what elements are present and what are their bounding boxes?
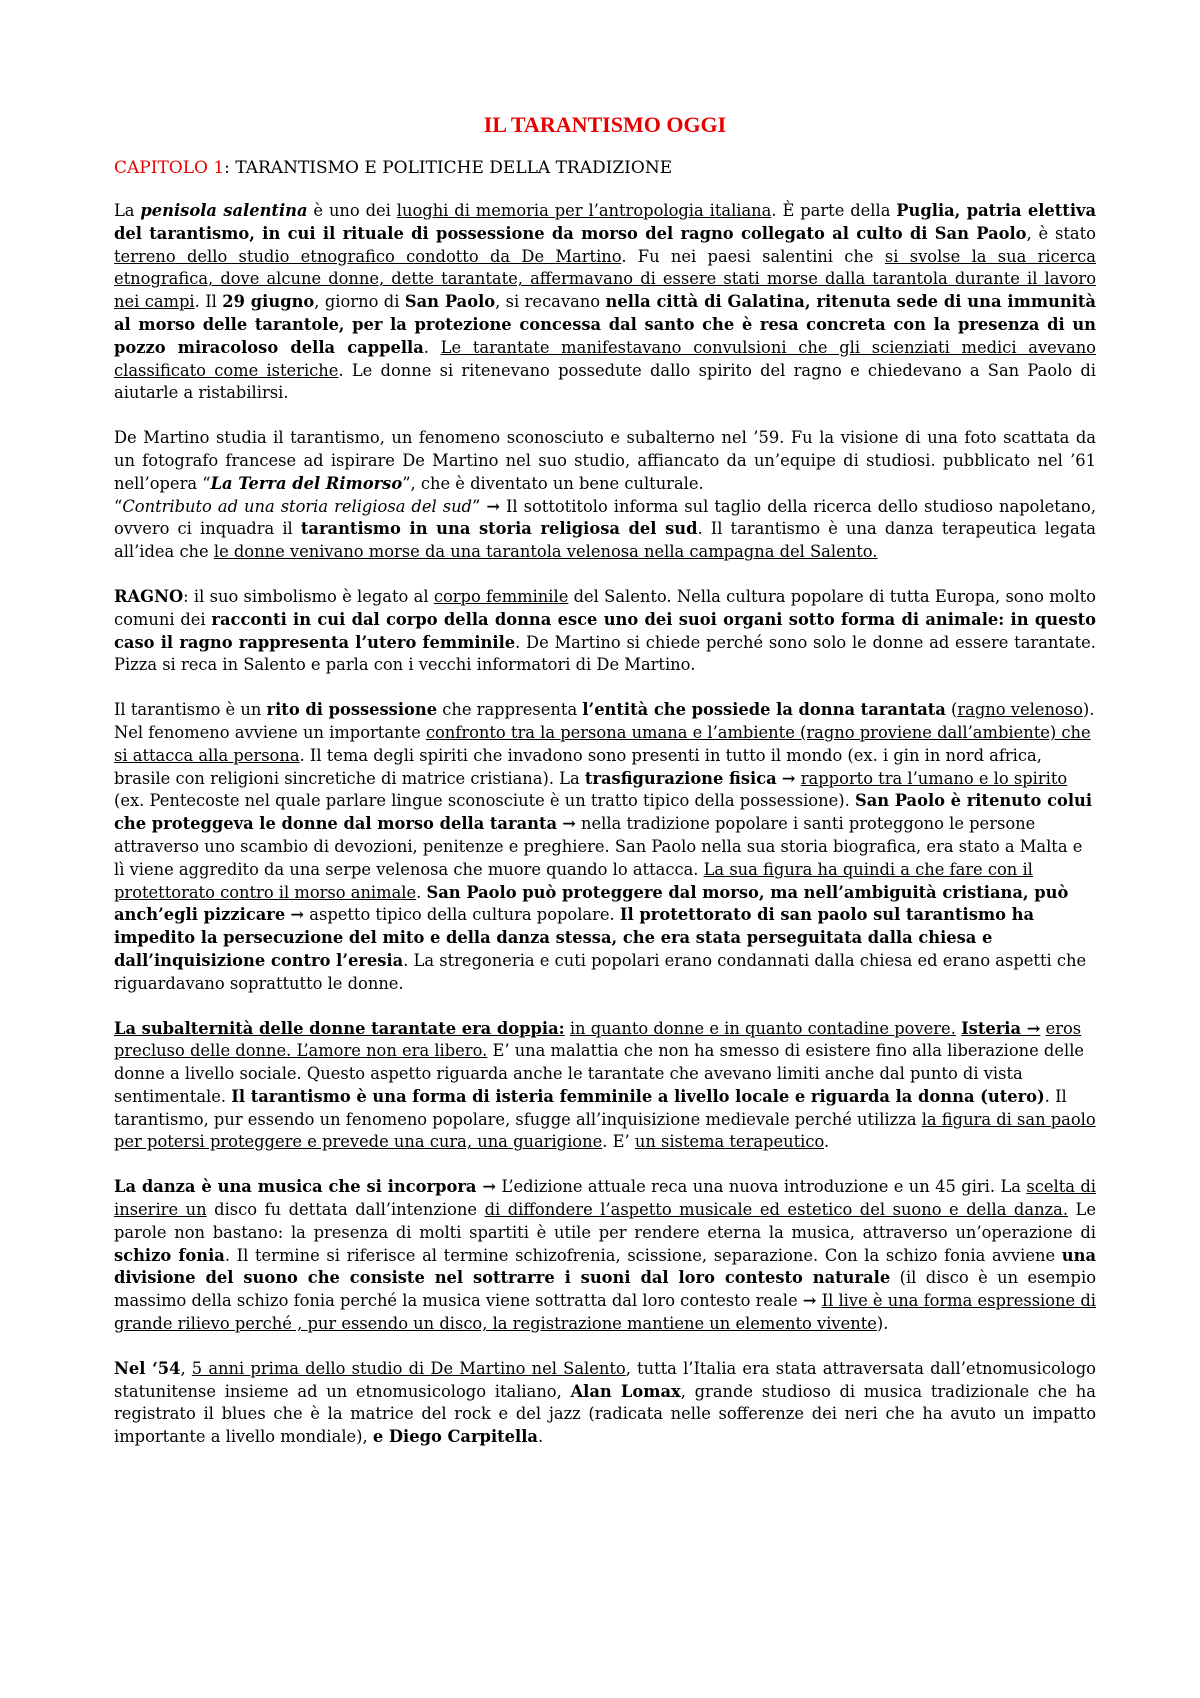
text-run: aspetto tipico della cultura popolare.	[304, 905, 620, 925]
text-run: E’ una malattia che non ha smesso di esistere fino alla liberazione delle donne a livello sociale. Questo aspetto riguarda anche le tarantate che avevano limiti anche dal punto di vista sentimentale.	[114, 1041, 1085, 1106]
text-run: .	[423, 337, 441, 357]
text-run: , tutta l’Italia era stata attraversata dall’etnomusicologo statunitense insieme ad un etnomusicologo italiano,	[114, 1358, 1096, 1401]
text-run: . Il tema degli spiriti che invadono sono presenti in tutto il mondo (ex. i gin in nord africa, brasile con religioni sincretiche di matrice cristiana). La	[114, 745, 1042, 788]
text-run: l’entità che possiede la donna tarantata	[582, 700, 946, 720]
text-run: confronto tra la persona umana e l’ambiente (ragno proviene dall’ambiente) che si attacca alla persona	[114, 722, 1091, 765]
text-run: La subalternità delle donne tarantate era doppia:	[114, 1018, 565, 1038]
text-run: Il protettorato di san paolo sul tarantismo ha impedito la persecuzione del mito e della danza stessa, che era stata perseguitata dalla chiesa e dall’inquisizione contro l’eresia	[114, 905, 1035, 970]
paragraph-subalternita	[114, 1018, 1096, 1155]
text-run: Il tarantismo è una forma di isteria femminile a livello locale e riguarda la donna (utero)	[231, 1086, 1045, 1106]
text-run: scelta di inserire un	[114, 1177, 1096, 1220]
paragraph-intro	[114, 200, 1096, 405]
text-run: San Paolo	[404, 292, 496, 312]
text-run: , si recavano	[495, 292, 606, 312]
text-run: schizo fonia	[114, 1245, 225, 1265]
paragraph-lomax	[114, 1358, 1096, 1449]
text-run: disco fu dettata dall’intenzione	[206, 1200, 485, 1220]
text-run: ”	[471, 496, 487, 516]
text-run: . È parte della	[771, 201, 897, 220]
text-run: Contributo ad una storia religiosa del sud	[122, 496, 472, 516]
text-run: racconti in cui dal corpo della donna esce uno dei suoi organi sotto forma di animale: in questo caso il ragno rappresenta l’utero femminile	[114, 609, 1096, 652]
text-run: e Diego Carpitella	[372, 1427, 538, 1447]
right-arrow-icon: →	[486, 496, 500, 516]
text-run: Isteria	[961, 1018, 1027, 1038]
text-run: La	[114, 201, 141, 220]
right-arrow-icon: →	[802, 1291, 817, 1311]
text-run: 5 anni prima dello studio di De Martino nel Salento	[191, 1358, 626, 1378]
text-run: rito di possessione	[266, 700, 438, 720]
text-run: La danza è una musica che si incorpora	[114, 1177, 483, 1197]
text-run: Le parole non bastano: la presenza di molti spartiti è utile per rendere eterna la musica, attraverso un’operazione di	[114, 1200, 1096, 1242]
right-arrow-icon: →	[781, 768, 796, 788]
text-run: . La stregoneria e cuti popolari erano condannati dalla chiesa ed erano aspetti che riguardavano soprattutto le donne.	[114, 950, 1087, 993]
text-run: è uno dei	[307, 201, 397, 220]
text-run: Alan Lomax	[570, 1381, 681, 1401]
text-run: “	[114, 496, 123, 516]
text-run: che rappresenta	[437, 700, 583, 720]
text-run: San Paolo può proteggere dal morso, ma nell’ambiguità cristiana, può anch’egli pizzicare	[114, 882, 1069, 925]
text-run: luoghi di memoria per l’antropologia italiana	[396, 201, 772, 220]
text-run: le donne venivano morse da una tarantola velenosa nella campagna del Salento.	[213, 542, 878, 562]
text-run: San Paolo è ritenuto colui che proteggeva le donne dal morso della taranta	[114, 791, 1093, 834]
text-run: Il sottotitolo informa sul taglio della ricerca dello studioso napoletano, ovvero ci inquadra il	[114, 496, 1096, 539]
text-run: , grande studioso di musica tradizionale che ha registrato il blues che è la matrice del rock e del jazz (radicata nelle sofferenze dei neri che ha avuto un impatto importante a livello mondiale),	[114, 1381, 1096, 1447]
text-run: . De Martino si chiede perché sono solo le donne ad essere tarantate. Pizza si reca in Salento e parla con i vecchi informatori di De Martino.	[114, 632, 1096, 675]
chapter-label: CAPITOLO 1	[114, 158, 225, 178]
text-run: . Il termine si riferisce al termine schizofrenia, scissione, separazione. Con la schizo fonia avviene	[224, 1245, 1062, 1265]
text-run: RAGNO	[114, 586, 184, 606]
text-run: una divisione del suono che consiste nel sottrarre i suoni dal loro contesto naturale	[114, 1245, 1097, 1288]
text-run: . E’	[602, 1132, 635, 1152]
text-run: 29 giugno	[222, 292, 315, 312]
text-run: nella tradizione popolare i santi proteggono le persone attraverso uno scambio di devozioni, penitenze e preghiere. San Paolo nella sua storia biografica, era stato a Malta e lì viene aggredito da una serpe velenosa che muore quando lo attacca.	[114, 814, 1083, 879]
text-run: : il suo simbolismo è legato al	[183, 586, 434, 606]
text-run: De Martino studia il tarantismo, un fenomeno sconosciuto e subalterno nel ’59. Fu la visione di una foto scattata da un fotografo francese ad ispirare De Martino nel suo studio, affiancato da un’equipe di studiosi. pubblicato nel ’61 nell’opera “	[114, 428, 1096, 493]
chapter-name: TARANTISMO E POLITICHE DELLA TRADIZIONE	[235, 158, 673, 178]
right-arrow-icon: →	[482, 1177, 497, 1197]
text-run: la figura di san paolo per potersi proteggere e prevede una cura, una guarigione	[114, 1109, 1096, 1152]
right-arrow-icon: →	[290, 905, 305, 925]
text-run: un sistema terapeutico	[634, 1132, 824, 1152]
text-run: La sua figura ha quindi a che fare con il protettorato contro il morso animale	[114, 859, 1033, 902]
text-run: in quanto donne e in quanto contadine povere.	[569, 1018, 956, 1038]
paragraph-possessione	[114, 699, 1096, 995]
text-run: terreno dello studio etnografico condotto da De Martino	[114, 246, 622, 266]
text-run: penisola salentina	[140, 201, 308, 220]
text-run: .	[537, 1427, 544, 1447]
text-run: rapporto tra l’umano e lo spirito	[800, 768, 1068, 788]
text-run: corpo femminile	[433, 586, 569, 606]
text-run: trasfigurazione fisica	[584, 768, 777, 788]
text-run: eros precluso delle donne. L’amore non era libero.	[114, 1018, 1082, 1061]
text-run: si svolse la sua ricerca etnografica, dove alcune donne, dette tarantate, affermavano di essere stati morse dalla tarantola durante il lavoro nei campi	[114, 246, 1096, 312]
paragraph-ragno	[114, 586, 1096, 677]
text-run: Il tarantismo è un	[114, 700, 267, 720]
text-run: . Fu nei paesi salentini che	[621, 246, 885, 266]
text-run: nella città di Galatina, ritenuta sede di una immunità al morso delle tarantole, per la protezione concessa dal santo che è resa concreta con la presenza di un pozzo miracoloso della cappella	[114, 292, 1096, 357]
chapter-heading	[114, 158, 1096, 178]
text-run: del Salento. Nella cultura popolare di tutta Europa, sono molto comuni dei	[114, 586, 1096, 629]
text-run: (il disco è un esempio massimo della schizo fonia perché la musica viene sottratta dal loro contesto reale	[114, 1268, 1096, 1311]
paragraph-de-martino	[114, 427, 1096, 564]
text-run: La Terra del Rimorso	[210, 473, 403, 493]
chapter-sep: :	[224, 158, 236, 178]
text-run: . Le donne si ritenevano possedute dallo spirito del ragno e chiedevano a San Paolo di aiutarle a ristabilirsi.	[114, 360, 1097, 403]
text-run: Le tarantate manifestavano convulsioni che gli scienziati medici avevano classificato come isteriche	[114, 337, 1096, 380]
document-title: IL TARANTISMO OGGI	[483, 112, 727, 137]
text-run: . Il tarantismo, pur essendo un fenomeno popolare, sfugge all’inquisizione medievale perché utilizza	[114, 1086, 1067, 1129]
text-run: Puglia, patria elettiva del tarantismo, in cui il rituale di possessione da morso del ragno collegato al culto di San Paolo	[114, 201, 1097, 243]
text-run: (	[945, 700, 958, 720]
paragraph-danza	[114, 1176, 1096, 1336]
text-run: ragno velenoso	[957, 700, 1083, 720]
text-run: . Il tarantismo è una danza terapeutica legata all’idea che	[114, 519, 1096, 562]
text-run: di diffondere l’aspetto musicale ed estetico del suono e della danza.	[484, 1200, 1069, 1220]
text-run: , è stato	[1026, 223, 1096, 243]
text-run: ,	[180, 1358, 192, 1378]
text-run: .	[416, 882, 427, 902]
text-run: ). Nel fenomeno avviene un importante	[114, 700, 1095, 742]
document-body	[114, 112, 1096, 1471]
text-run: (ex. Pentecoste nel quale parlare lingue sconosciute è un tratto tipico della possessione).	[114, 791, 855, 811]
text-run: tarantismo in una storia religiosa del sud	[300, 519, 698, 539]
text-run: , giorno di	[314, 292, 405, 312]
text-run: Nel ‘54	[114, 1358, 181, 1378]
text-run: L’edizione attuale reca una nuova introduzione e un 45 giri. La	[496, 1177, 1027, 1197]
text-run: ).	[876, 1314, 889, 1334]
right-arrow-icon: →	[1026, 1018, 1041, 1038]
text-run: Il live è una forma espressione di grande rilievo perché , pur essendo un disco, la registrazione mantiene un elemento vivente	[114, 1291, 1096, 1334]
right-arrow-icon: →	[562, 814, 576, 834]
text-run: . Il	[194, 292, 223, 312]
text-run: .	[824, 1132, 830, 1152]
text-run: ”, che è diventato un bene culturale.	[402, 473, 704, 493]
